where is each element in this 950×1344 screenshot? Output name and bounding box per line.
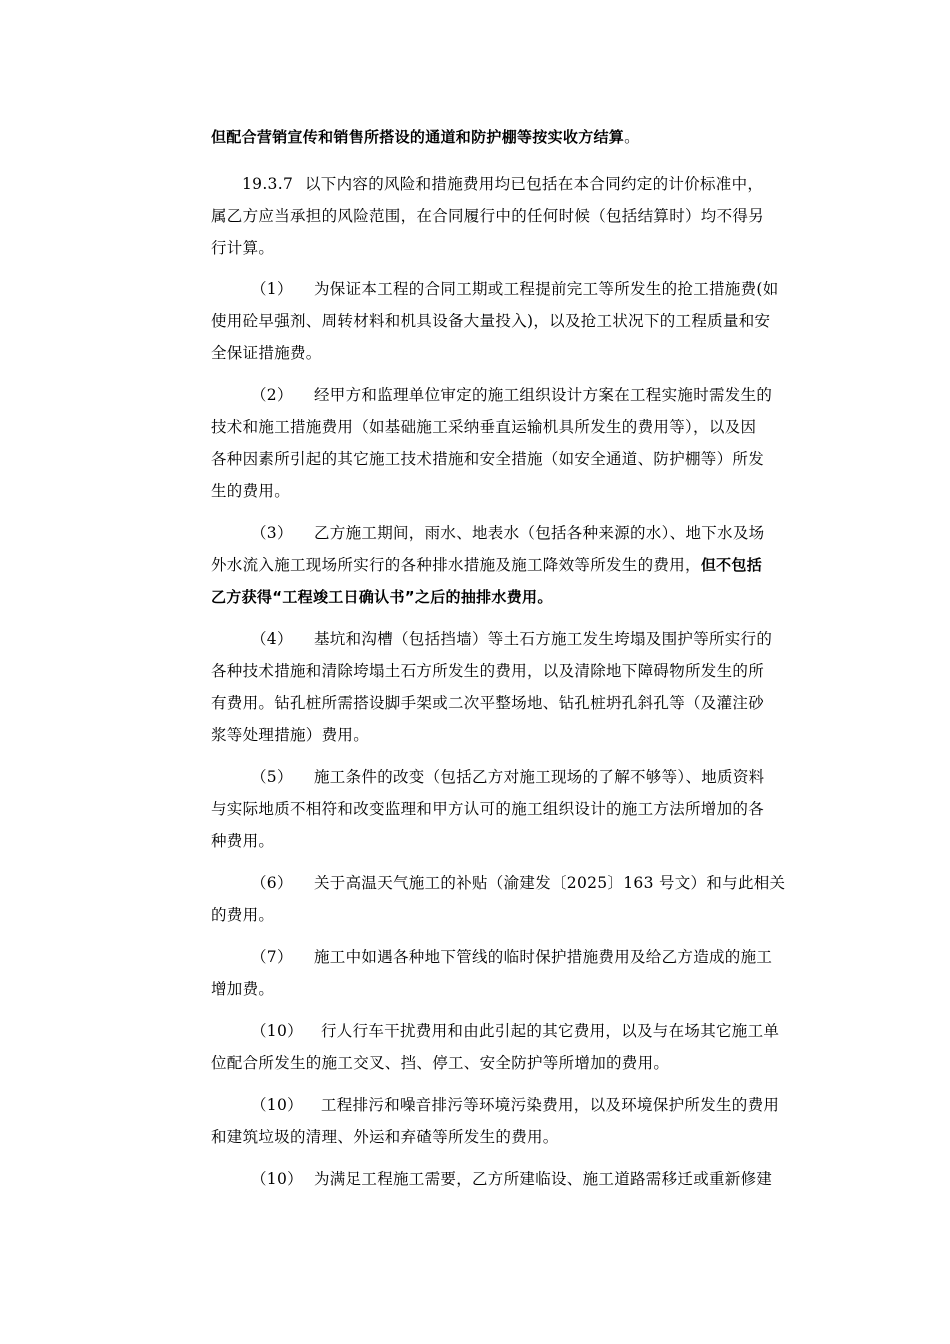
text-line [211, 517, 811, 549]
text-line [211, 581, 811, 613]
line-text: 经甲方和监理单位审定的施工组织设计方案在工程实施时需发生的 [314, 386, 773, 404]
bold-text: 但不包括 [700, 556, 763, 574]
clause-19-3-7 [211, 168, 811, 264]
list-item-1 [211, 273, 811, 369]
item-number: （7） [251, 948, 293, 966]
text-line: 位配合所发生的施工交叉、挡、停工、安全防护等所增加的费用。 [211, 1054, 670, 1072]
text-line: 属乙方应当承担的风险范围，在合同履行中的任何时候（包括结算时）均不得另 [211, 207, 765, 225]
text-line: 各种因素所引起的其它施工技术措施和安全措施（如安全通道、防护棚等）所发 [211, 450, 765, 468]
item-number: （6） [251, 874, 293, 892]
line-text: 为满足工程施工需要，乙方所建临设、施工道路需移迁或重新修建 [314, 1170, 773, 1188]
line-text: 基坑和沟槽（包括挡墙）等土石方施工发生垮塌及围护等所实行的 [314, 630, 773, 648]
item-number: （10） [251, 1022, 303, 1040]
text-line [211, 867, 811, 899]
line-text: 工程排污和噪音排污等环境污染费用，以及环境保护所发生的费用 [321, 1096, 780, 1114]
text-line [211, 273, 811, 305]
text-line [211, 168, 811, 200]
list-item-10c [211, 1163, 811, 1195]
item-number: （10） [251, 1096, 303, 1114]
text-line: 的费用。 [211, 906, 275, 924]
line-text: 为保证本工程的合同工期或工程提前完工等所发生的抢工措施费(如 [314, 280, 779, 298]
text-line: 增加费。 [211, 980, 275, 998]
punctuation: 。 [624, 128, 640, 146]
line-text: 乙方施工期间，雨水、地表水（包括各种来源的水）、地下水及场 [314, 524, 765, 542]
list-item-10a [211, 1015, 811, 1079]
line-text: 以下内容的风险和措施费用均已包括在本合同约定的计价标准中， [305, 175, 764, 193]
item-number: （1） [251, 280, 293, 298]
list-item-5 [211, 761, 811, 857]
text-line [211, 121, 811, 153]
list-item-4 [211, 623, 811, 751]
line-text: 施工条件的改变（包括乙方对施工现场的了解不够等）、地质资料 [314, 768, 765, 786]
item-number: （10） [251, 1170, 303, 1188]
text-line: 浆等处理措施）费用。 [211, 726, 370, 744]
bold-text: 乙方获得“工程竣工日确认书”之后的抽排水费用。 [211, 588, 553, 606]
line-text: 施工中如遇各种地下管线的临时保护措施费用及给乙方造成的施工 [314, 948, 773, 966]
text-line: 行计算。 [211, 239, 275, 257]
text-line [211, 941, 811, 973]
line-text: 关于高温天气施工的补贴（渝建发〔2025〕163 号文）和与此相关 [314, 874, 786, 892]
item-number: （3） [251, 524, 293, 542]
line-text: 外水流入施工现场所实行的各种排水措施及施工降效等所发生的费用， [211, 556, 701, 574]
text-line: 种费用。 [211, 832, 275, 850]
text-line [211, 761, 811, 793]
list-item-3 [211, 517, 811, 613]
text-line: 生的费用。 [211, 482, 291, 500]
list-item-6 [211, 867, 811, 931]
text-line: 全保证措施费。 [211, 344, 322, 362]
text-line [211, 1163, 811, 1195]
text-line [211, 549, 811, 581]
text-line: 使用砼早强剂、周转材料和机具设备大量投入)，以及抢工状况下的工程质量和安 [211, 312, 771, 330]
text-line [211, 379, 811, 411]
clause-number: 19.3.7 [242, 175, 294, 193]
item-number: （4） [251, 630, 293, 648]
text-line: 与实际地质不相符和改变监理和甲方认可的施工组织设计的施工方法所增加的各 [211, 800, 765, 818]
text-line: 和建筑垃圾的清理、外运和弃碴等所发生的费用。 [211, 1128, 559, 1146]
text-line: 技术和施工措施费用（如基础施工采纳垂直运输机具所发生的费用等），以及因 [211, 418, 757, 436]
line-text: 行人行车干扰费用和由此引起的其它费用，以及与在场其它施工单 [321, 1022, 780, 1040]
list-item-2 [211, 379, 811, 507]
list-item-10b [211, 1089, 811, 1153]
text-line: 各种技术措施和清除垮塌土石方所发生的费用，以及清除地下障碍物所发生的所 [211, 662, 765, 680]
text-line [211, 1089, 811, 1121]
item-number: （2） [251, 386, 293, 404]
text-line [211, 623, 811, 655]
paragraph-continuation [211, 121, 811, 153]
bold-text: 但配合营销宣传和销售所搭设的通道和防护棚等按实收方结算 [211, 128, 625, 146]
list-item-7 [211, 941, 811, 1005]
item-number: （5） [251, 768, 293, 786]
text-line: 有费用。钻孔桩所需搭设脚手架或二次平整场地、钻孔桩坍孔斜孔等（及灌注砂 [211, 694, 765, 712]
text-line [211, 1015, 811, 1047]
